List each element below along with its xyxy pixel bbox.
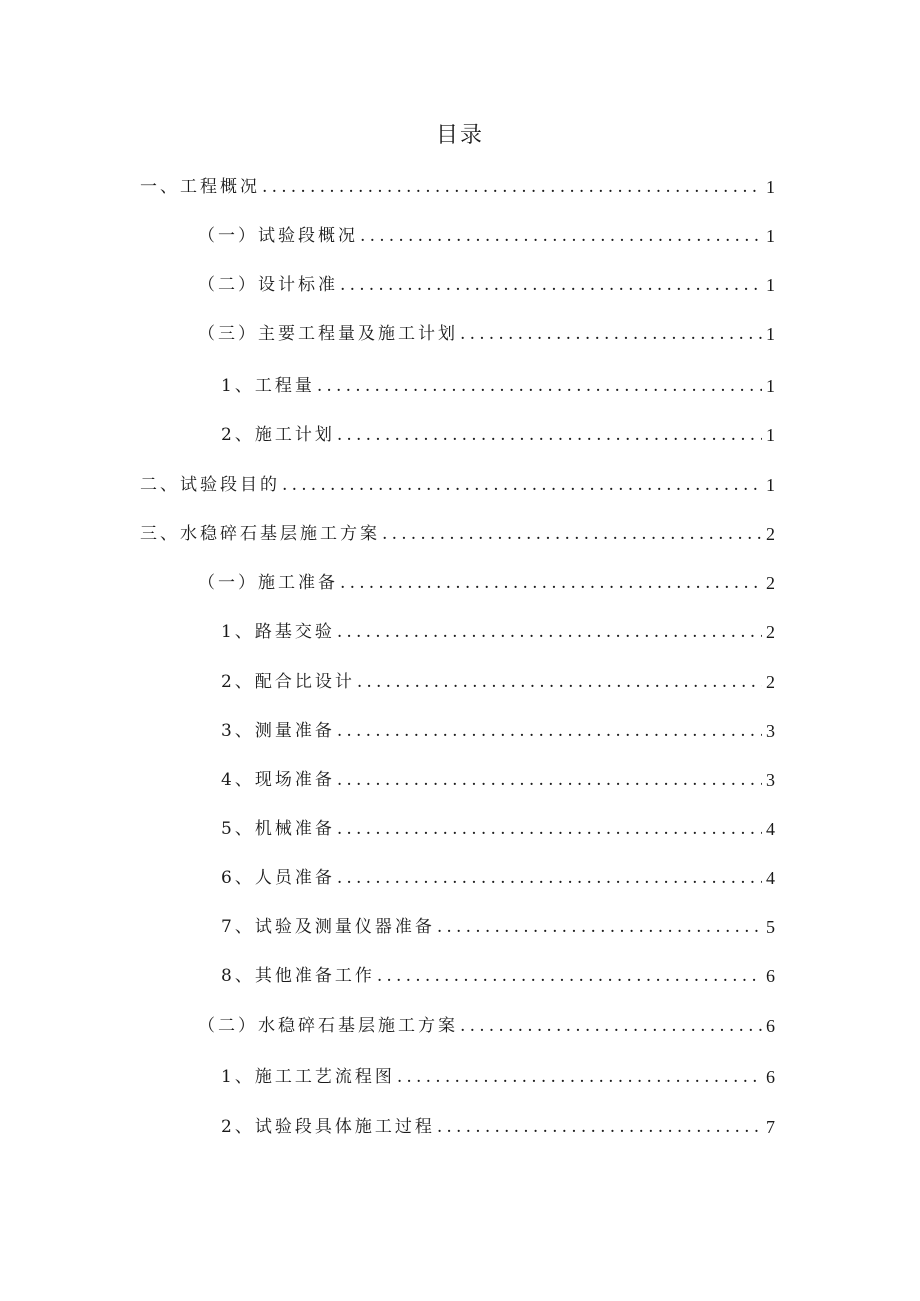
- toc-entry-label: （二）设计标准: [198, 275, 338, 295]
- toc-leader-dots: [337, 618, 762, 646]
- toc-page-number: 7: [766, 1117, 775, 1137]
- toc-entry[interactable]: [221, 815, 775, 843]
- toc-entry[interactable]: [221, 372, 775, 400]
- toc-leader-dots: [397, 1063, 762, 1091]
- toc-entry[interactable]: [198, 320, 775, 348]
- toc-page-number: 1: [766, 275, 775, 295]
- toc-leader-dots: [460, 320, 762, 348]
- toc-entry-label: （一）施工准备: [198, 573, 338, 593]
- toc-entry[interactable]: [221, 618, 775, 646]
- toc-leader-dots: [460, 1012, 762, 1040]
- toc-page-number: 4: [766, 819, 775, 839]
- toc-entry-label: 2、配合比设计: [221, 672, 355, 692]
- toc-leader-dots: [357, 668, 762, 696]
- toc-entry-label: 7、试验及测量仪器准备: [221, 917, 435, 937]
- toc-entry[interactable]: [140, 173, 775, 201]
- toc-entry-label: 3、测量准备: [221, 721, 335, 741]
- toc-entry-label: 2、试验段具体施工过程: [221, 1117, 435, 1137]
- toc-entry[interactable]: [140, 471, 775, 499]
- toc-page-number: 6: [766, 1067, 775, 1087]
- toc-entry-label: 三、水稳碎石基层施工方案: [140, 524, 380, 544]
- toc-entry-label: 一、工程概况: [140, 177, 260, 197]
- toc-page-number: 3: [766, 721, 775, 741]
- toc-page-number: 1: [766, 425, 775, 445]
- toc-page-number: 1: [766, 177, 775, 197]
- toc-entry-label: 2、施工计划: [221, 425, 335, 445]
- toc-page-number: 6: [766, 966, 775, 986]
- toc-entry[interactable]: [221, 913, 775, 941]
- toc-page-number: 2: [766, 573, 775, 593]
- toc-entry[interactable]: [221, 668, 775, 696]
- toc-page-number: 1: [766, 376, 775, 396]
- toc-entry-label: 4、现场准备: [221, 770, 335, 790]
- toc-entry-label: （一）试验段概况: [198, 226, 358, 246]
- toc-title: 目录: [435, 123, 484, 148]
- toc-page-number: 2: [766, 672, 775, 692]
- toc-leader-dots: [337, 766, 762, 794]
- toc-leader-dots: [377, 962, 762, 990]
- toc-leader-dots: [337, 421, 762, 449]
- toc-leader-dots: [337, 717, 762, 745]
- toc-leader-dots: [360, 222, 762, 250]
- toc-entry-label: 1、工程量: [221, 376, 315, 396]
- toc-entry-label: 1、施工工艺流程图: [221, 1067, 395, 1087]
- toc-entry[interactable]: [198, 271, 775, 299]
- toc-entry[interactable]: [221, 1063, 775, 1091]
- toc-page-number: 5: [766, 917, 775, 937]
- toc-entry[interactable]: [221, 421, 775, 449]
- toc-leader-dots: [382, 520, 762, 548]
- toc-page-number: 1: [766, 475, 775, 495]
- toc-page-number: 2: [766, 622, 775, 642]
- toc-page-number: 2: [766, 524, 775, 544]
- toc-entry[interactable]: [140, 520, 775, 548]
- toc-entry[interactable]: [221, 1113, 775, 1141]
- toc-entry[interactable]: [198, 222, 775, 250]
- toc-entry-label: 二、试验段目的: [140, 475, 280, 495]
- toc-page-number: 6: [766, 1016, 775, 1036]
- toc-leader-dots: [337, 864, 762, 892]
- toc-entry[interactable]: [198, 1012, 775, 1040]
- toc-entry-label: 5、机械准备: [221, 819, 335, 839]
- toc-entry-label: 1、路基交验: [221, 622, 335, 642]
- toc-leader-dots: [282, 471, 762, 499]
- toc-leader-dots: [262, 173, 762, 201]
- toc-page-number: 3: [766, 770, 775, 790]
- toc-page-number: 1: [766, 324, 775, 344]
- toc-leader-dots: [337, 815, 762, 843]
- toc-leader-dots: [437, 913, 762, 941]
- toc-leader-dots: [340, 569, 762, 597]
- toc-entry-label: 6、人员准备: [221, 868, 335, 888]
- toc-leader-dots: [340, 271, 762, 299]
- toc-entry[interactable]: [221, 766, 775, 794]
- toc-entry[interactable]: [221, 864, 775, 892]
- toc-leader-dots: [317, 372, 762, 400]
- toc-entry[interactable]: [221, 962, 775, 990]
- toc-entry[interactable]: [198, 569, 775, 597]
- toc-entry[interactable]: [221, 717, 775, 745]
- toc-page-number: 1: [766, 226, 775, 246]
- toc-entry-label: （三）主要工程量及施工计划: [198, 324, 458, 344]
- toc-page-number: 4: [766, 868, 775, 888]
- toc-entry-label: （二）水稳碎石基层施工方案: [198, 1016, 458, 1036]
- toc-leader-dots: [437, 1113, 762, 1141]
- toc-entry-label: 8、其他准备工作: [221, 966, 375, 986]
